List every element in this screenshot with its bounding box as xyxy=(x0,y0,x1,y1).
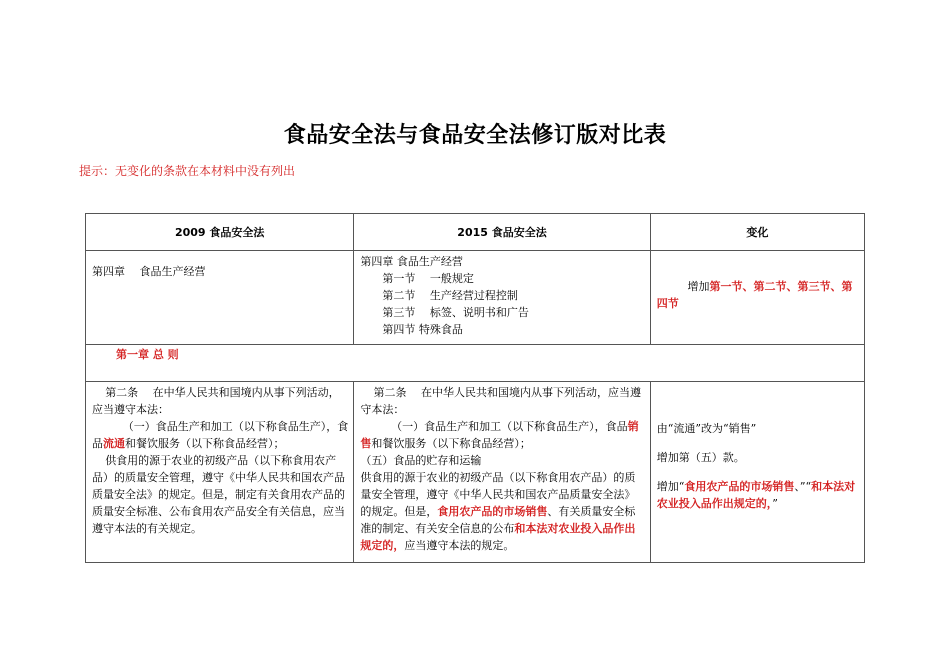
comparison-table xyxy=(85,213,865,563)
new-item-text-c: 和餐饮服务（以下称食品经营）； xyxy=(371,437,531,450)
new-section-1: 第一节 一般规定 xyxy=(382,272,474,285)
table-row-chapter-four xyxy=(86,251,865,345)
new-chapter-cell xyxy=(354,251,650,345)
old-article-intro: 第二条 在中华人民共和国境内从事下列活动，应当遵守本法： xyxy=(92,386,340,416)
table-header-row xyxy=(86,214,865,251)
header-2015-law: 2015 食品安全法 xyxy=(354,214,650,251)
new-item-text-a: （一）食品生产和加工（以下称食品生产），食品 xyxy=(391,420,628,433)
new-section-4: 第四节 特殊食品 xyxy=(382,323,463,336)
old-article-cell xyxy=(86,382,354,563)
old-article-paragraph: 供食用的源于农业的初级产品（以下称食用农产品）的质量安全管理，遵守《中华人民共和国农产品质量安全法》的规定。但是，制定有关食用农产品的质量安全标准、公布食用农产品安全有关信息，应当遵守本法的有关规定。 xyxy=(92,454,345,535)
change-note-3c: 、”“ xyxy=(794,480,812,493)
chapter-change-text xyxy=(657,278,858,312)
change-note-1: 由“流通”改为“销售” xyxy=(656,422,757,435)
table-row-section-title xyxy=(86,345,865,382)
new-para-a: 供食用的源于农业的初级产品（以下称食用农产品）的质量安全管理，遵守《中华人民共和国农产品质量安全法》的规定。但是， xyxy=(360,471,636,518)
chapter-change-cell xyxy=(650,251,864,345)
old-chapter-cell xyxy=(86,251,354,345)
change-note-3b: 食用农产品的市场销售 xyxy=(684,480,795,493)
new-article-cell xyxy=(354,382,650,563)
hint-note: 提示：无变化的条款在本材料中没有列出 xyxy=(79,164,296,178)
new-para-highlight-2: 和本法对农业投入品作出规定的， xyxy=(360,522,636,552)
new-article-paragraph xyxy=(360,469,645,554)
change-note-3d: 和本法对农业投入品作出规定的， xyxy=(656,480,856,510)
article-change-cell xyxy=(650,382,864,563)
new-keyword-sales: 销售 xyxy=(360,420,639,450)
new-chapter-heading: 第四章 食品生产经营 xyxy=(360,255,463,268)
header-change: 变化 xyxy=(650,214,864,251)
change-note-3 xyxy=(657,478,858,512)
new-section-2: 第二节 生产经营过程控制 xyxy=(382,289,518,302)
new-article-item-1 xyxy=(360,418,645,452)
change-prefix: 增加 xyxy=(687,279,710,293)
change-note-3a: 增加“ xyxy=(656,480,685,493)
section-title-cell xyxy=(86,345,865,382)
new-article-intro: 第二条 在中华人民共和国境内从事下列活动，应当遵守本法： xyxy=(360,386,642,416)
new-para-e: 应当遵守本法的规定。 xyxy=(404,539,515,552)
new-para-c: 、有关质量安全标准的制定、有关安全信息的公布 xyxy=(360,505,636,535)
header-2009-law: 2009 食品安全法 xyxy=(86,214,354,251)
change-note-2: 增加第（五）款。 xyxy=(656,451,745,464)
new-article-item-5: （五）食品的贮存和运输 xyxy=(360,454,482,467)
old-item-text-a: （一）食品生产和加工（以下称食品生产），食品 xyxy=(92,420,349,450)
change-note-3e: ” xyxy=(772,497,778,510)
old-article-item-1 xyxy=(92,418,349,452)
added-sections: 第一节、第二节、第三节、第四节 xyxy=(656,279,853,310)
new-section-3: 第三节 标签、说明书和广告 xyxy=(382,306,529,319)
old-item-text-c: 和餐饮服务（以下称食品经营）； xyxy=(125,437,285,450)
new-para-highlight-1: 食用农产品的市场销售 xyxy=(437,505,548,518)
document-title: 食品安全法与食品安全法修订版对比表 xyxy=(283,123,667,148)
old-keyword-circulation: 流通 xyxy=(103,437,125,450)
section-title: 第一章 总 则 xyxy=(116,348,179,361)
table-row-article-two xyxy=(86,382,865,563)
old-chapter-text: 第四章 食品生产经营 xyxy=(92,265,206,278)
